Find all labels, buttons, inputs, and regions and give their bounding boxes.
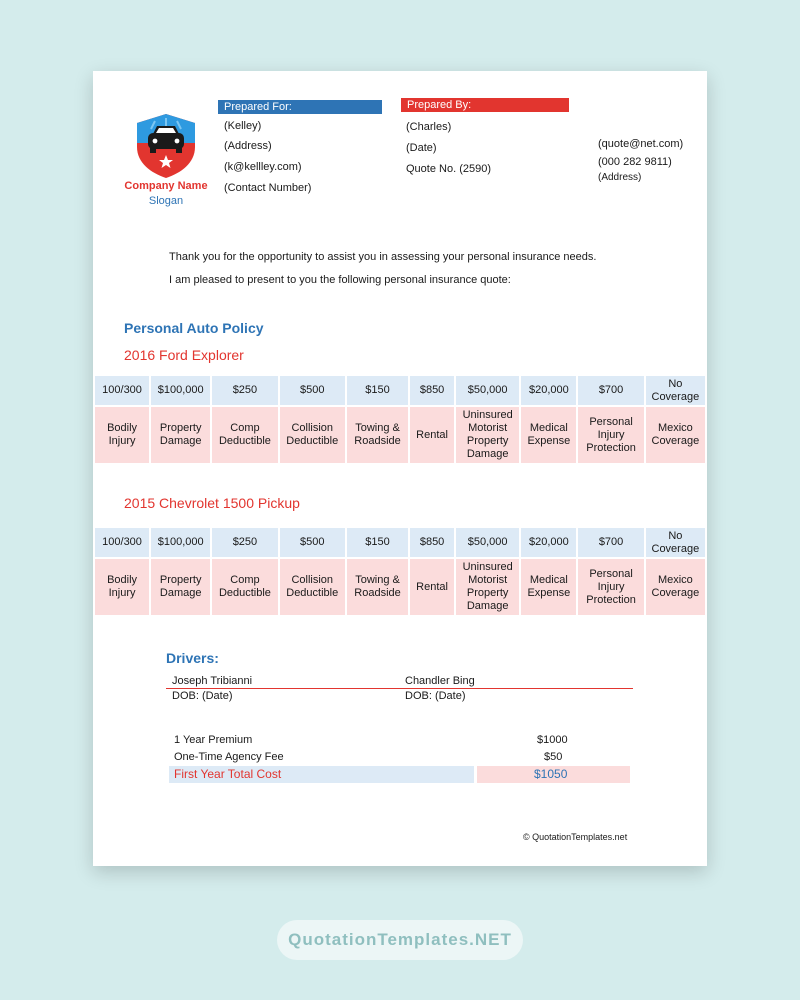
coverage-amount: No Coverage <box>646 528 705 557</box>
coverage-label: Property Damage <box>151 407 210 463</box>
coverage-label: Bodily Injury <box>95 407 149 463</box>
total-cost-label: First Year Total Cost <box>174 767 282 781</box>
coverage-label: Mexico Coverage <box>646 407 705 463</box>
coverage-amount: $500 <box>280 528 345 557</box>
vehicle-1-title: 2016 Ford Explorer <box>124 347 244 363</box>
company-name: Company Name <box>124 180 208 192</box>
vehicle-1-coverage-table <box>93 376 707 463</box>
intro-line-2: I am pleased to present to you the following personal insurance quote: <box>169 274 511 286</box>
coverage-label: Towing & Roadside <box>347 559 408 615</box>
car-shield-logo-icon <box>135 113 197 179</box>
coverage-amount: 100/300 <box>95 376 149 405</box>
coverage-label: Rental <box>410 407 454 463</box>
drivers-divider <box>166 688 633 689</box>
client-email: (k@kellley.com) <box>224 161 302 173</box>
coverage-label: Collision Deductible <box>280 407 345 463</box>
coverage-amount: $850 <box>410 376 454 405</box>
quote-date: (Date) <box>406 142 437 154</box>
coverage-amount: $150 <box>347 376 408 405</box>
coverage-label: Comp Deductible <box>212 559 277 615</box>
prepared-by-header: Prepared By: <box>401 98 569 112</box>
client-name: (Kelley) <box>224 120 262 132</box>
prepared-for-header: Prepared For: <box>218 100 382 114</box>
coverage-label: Uninsured Motorist Property Damage <box>456 407 519 463</box>
client-contact: (Contact Number) <box>224 182 312 194</box>
policy-title: Personal Auto Policy <box>124 320 264 336</box>
coverage-label: Rental <box>410 559 454 615</box>
driver-name: Chandler Bing <box>405 675 475 687</box>
premium-label: 1 Year Premium <box>174 734 253 746</box>
coverage-label: Medical Expense <box>521 559 576 615</box>
coverage-label: Personal Injury Protection <box>578 407 643 463</box>
vehicle-2-coverage-table <box>93 528 707 615</box>
coverage-label: Mexico Coverage <box>646 559 705 615</box>
driver-dob: DOB: (Date) <box>172 690 233 702</box>
driver-name: Joseph Tribianni <box>172 675 253 687</box>
coverage-amount: $250 <box>212 528 277 557</box>
agency-phone: (000 282 9811) <box>598 156 672 168</box>
coverage-amount: $150 <box>347 528 408 557</box>
coverage-amount: $700 <box>578 376 643 405</box>
coverage-amount: No Coverage <box>646 376 705 405</box>
coverage-label: Towing & Roadside <box>347 407 408 463</box>
vehicle-2-title: 2015 Chevrolet 1500 Pickup <box>124 495 300 511</box>
coverage-amount: $100,000 <box>151 376 210 405</box>
agent-name: (Charles) <box>406 121 452 133</box>
coverage-amount: $850 <box>410 528 454 557</box>
driver-dob: DOB: (Date) <box>405 690 466 702</box>
coverage-amount: $100,000 <box>151 528 210 557</box>
coverage-label: Personal Injury Protection <box>578 559 643 615</box>
watermark-text: QuotationTemplates.NET <box>288 930 512 949</box>
coverage-label: Collision Deductible <box>280 559 345 615</box>
agency-email: (quote@net.com) <box>598 138 684 150</box>
coverage-label: Comp Deductible <box>212 407 277 463</box>
premium-value: $1000 <box>537 734 568 746</box>
client-address: (Address) <box>224 140 272 152</box>
coverage-amount: $250 <box>212 376 277 405</box>
total-cost-value: $1050 <box>534 767 568 781</box>
coverage-label: Medical Expense <box>521 407 576 463</box>
coverage-label: Uninsured Motorist Property Damage <box>456 559 519 615</box>
company-slogan: Slogan <box>148 195 184 207</box>
footer-copyright: © QuotationTemplates.net <box>523 832 628 842</box>
intro-line-1: Thank you for the opportunity to assist you in assessing your personal insurance needs. <box>169 251 597 263</box>
coverage-amount: $20,000 <box>521 376 576 405</box>
coverage-amount: 100/300 <box>95 528 149 557</box>
agency-address: (Address) <box>598 172 642 183</box>
coverage-amount: $50,000 <box>456 528 519 557</box>
coverage-amount: $700 <box>578 528 643 557</box>
coverage-amount: $20,000 <box>521 528 576 557</box>
coverage-label: Property Damage <box>151 559 210 615</box>
agency-fee-label: One-Time Agency Fee <box>174 751 284 763</box>
coverage-amount: $500 <box>280 376 345 405</box>
coverage-label: Bodily Injury <box>95 559 149 615</box>
agency-fee-value: $50 <box>544 751 563 763</box>
drivers-title: Drivers: <box>166 650 219 666</box>
coverage-amount: $50,000 <box>456 376 519 405</box>
quote-number: Quote No. (2590) <box>406 163 491 175</box>
